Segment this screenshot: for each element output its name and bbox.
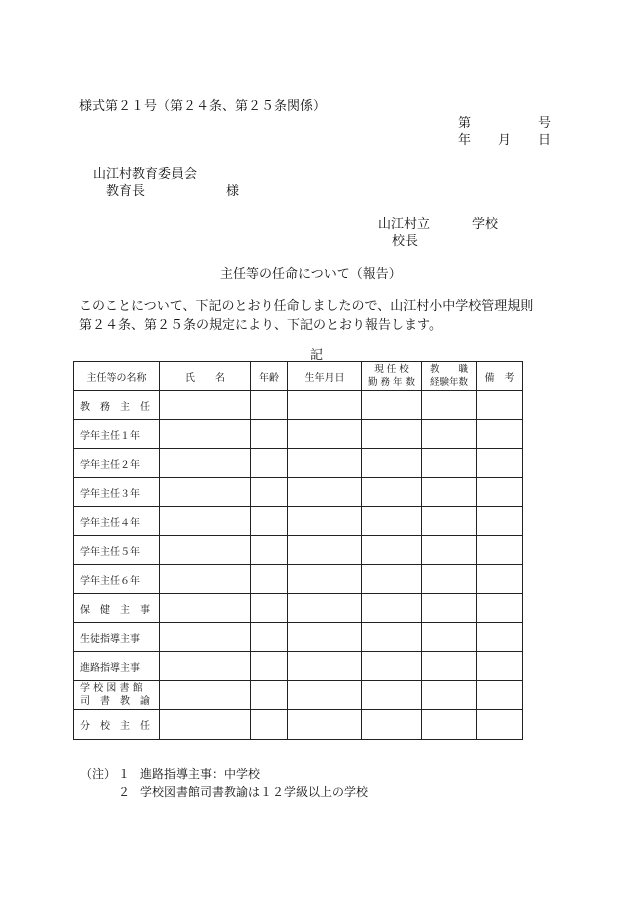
age-cell[interactable] <box>251 391 288 420</box>
role-cell: 学年主任２年 <box>74 449 160 478</box>
birthdate-cell[interactable] <box>288 391 362 420</box>
birthdate-cell[interactable] <box>288 710 362 740</box>
age-cell[interactable] <box>251 710 288 740</box>
name-cell[interactable] <box>160 391 251 420</box>
birthdate-cell[interactable] <box>288 652 362 681</box>
name-cell[interactable] <box>160 420 251 449</box>
header-tenure <box>362 362 422 391</box>
tenure-cell[interactable] <box>362 420 422 449</box>
role-cell-line1: 学 校 図 書 館 <box>80 683 143 694</box>
name-cell[interactable] <box>160 594 251 623</box>
table-row <box>74 623 523 652</box>
note-2-num: ２ <box>118 785 131 799</box>
notes-cell[interactable] <box>477 623 523 652</box>
body-line-2: 第２４条、第２５条の規定により、下記のとおり報告します。 <box>79 318 442 333</box>
appointment-table <box>73 361 523 740</box>
role-cell: 進路指導主事 <box>74 652 160 681</box>
role-cell: 教 務 主 任 <box>74 391 160 420</box>
note-label: （注） <box>80 767 117 781</box>
table-row <box>74 652 523 681</box>
age-cell[interactable] <box>251 536 288 565</box>
experience-cell[interactable] <box>422 420 477 449</box>
header-birthdate: 生年月日 <box>288 362 362 391</box>
tenure-cell[interactable] <box>362 507 422 536</box>
header-experience-line1: 教 職 <box>429 364 468 375</box>
header-name: 氏 名 <box>160 362 251 391</box>
experience-cell[interactable] <box>422 681 477 710</box>
birthdate-cell[interactable] <box>288 623 362 652</box>
sender-village: 山江村立 <box>378 217 431 232</box>
role-cell: 学年主任５年 <box>74 536 160 565</box>
notes-cell[interactable] <box>477 507 523 536</box>
experience-cell[interactable] <box>422 623 477 652</box>
addressee-superintendent: 教育長 <box>106 184 146 199</box>
experience-cell[interactable] <box>422 652 477 681</box>
table-row <box>74 536 523 565</box>
doc-number-dai: 第 <box>458 116 472 131</box>
name-cell[interactable] <box>160 536 251 565</box>
doc-number-go: 号 <box>538 116 552 131</box>
tenure-cell[interactable] <box>362 391 422 420</box>
name-cell[interactable] <box>160 623 251 652</box>
age-cell[interactable] <box>251 681 288 710</box>
note-2-text: 学校図書館司書教諭は１２学級以上の学校 <box>140 785 369 799</box>
birthdate-cell[interactable] <box>288 507 362 536</box>
doc-title: 主任等の任命について（報告） <box>220 267 402 282</box>
notes-cell[interactable] <box>477 478 523 507</box>
form-number: 様式第２１号（第２４条、第２５条関係） <box>79 99 327 114</box>
tenure-cell[interactable] <box>362 594 422 623</box>
role-cell: 学年主任１年 <box>74 420 160 449</box>
table-row <box>74 681 523 710</box>
notes-cell[interactable] <box>477 681 523 710</box>
ki-heading: 記 <box>310 348 324 363</box>
tenure-cell[interactable] <box>362 681 422 710</box>
table-header-row <box>74 362 523 391</box>
name-cell[interactable] <box>160 449 251 478</box>
role-cell: 学年主任４年 <box>74 507 160 536</box>
note-1-text: 進路指導主事：中学校 <box>140 767 261 781</box>
notes-cell[interactable] <box>477 536 523 565</box>
role-cell: 学年主任３年 <box>74 478 160 507</box>
tenure-cell[interactable] <box>362 449 422 478</box>
experience-cell[interactable] <box>422 710 477 740</box>
age-cell[interactable] <box>251 507 288 536</box>
experience-cell[interactable] <box>422 391 477 420</box>
note-1-num: １ <box>118 767 131 781</box>
header-tenure-line1: 現 任 校 <box>374 364 409 375</box>
role-cell-line2: 司 書 教 諭 <box>80 696 150 707</box>
header-role: 主任等の名称 <box>74 362 160 391</box>
birthdate-cell[interactable] <box>288 420 362 449</box>
table-row <box>74 420 523 449</box>
birthdate-cell[interactable] <box>288 449 362 478</box>
experience-cell[interactable] <box>422 594 477 623</box>
role-cell: 保 健 主 事 <box>74 594 160 623</box>
table-row <box>74 565 523 594</box>
notes-cell[interactable] <box>477 710 523 740</box>
table-row <box>74 507 523 536</box>
header-experience-line2: 経験年数 <box>429 377 468 388</box>
birthdate-cell[interactable] <box>288 478 362 507</box>
date-year: 年 <box>458 133 472 148</box>
age-cell[interactable] <box>251 449 288 478</box>
name-cell[interactable] <box>160 507 251 536</box>
experience-cell[interactable] <box>422 565 477 594</box>
notes-cell[interactable] <box>477 449 523 478</box>
age-cell[interactable] <box>251 594 288 623</box>
birthdate-cell[interactable] <box>288 681 362 710</box>
notes-cell[interactable] <box>477 391 523 420</box>
age-cell[interactable] <box>251 478 288 507</box>
name-cell[interactable] <box>160 710 251 740</box>
role-cell: 分 校 主 任 <box>74 710 160 740</box>
table-row <box>74 449 523 478</box>
table-row <box>74 710 523 740</box>
sender-school: 学校 <box>472 217 499 232</box>
experience-cell[interactable] <box>422 478 477 507</box>
header-age: 年齢 <box>251 362 288 391</box>
notes-cell[interactable] <box>477 420 523 449</box>
date-month: 月 <box>498 133 512 148</box>
tenure-cell[interactable] <box>362 565 422 594</box>
table-row <box>74 478 523 507</box>
age-cell[interactable] <box>251 565 288 594</box>
date-day: 日 <box>538 133 552 148</box>
addressee-board: 山江村教育委員会 <box>93 167 198 182</box>
age-cell[interactable] <box>251 623 288 652</box>
name-cell[interactable] <box>160 565 251 594</box>
age-cell[interactable] <box>251 420 288 449</box>
tenure-cell[interactable] <box>362 652 422 681</box>
table-row <box>74 594 523 623</box>
header-experience <box>422 362 477 391</box>
birthdate-cell[interactable] <box>288 565 362 594</box>
experience-cell[interactable] <box>422 507 477 536</box>
experience-cell[interactable] <box>422 536 477 565</box>
addressee-honorific: 様 <box>226 184 240 199</box>
experience-cell[interactable] <box>422 449 477 478</box>
tenure-cell[interactable] <box>362 710 422 740</box>
tenure-cell[interactable] <box>362 478 422 507</box>
name-cell[interactable] <box>160 681 251 710</box>
tenure-cell[interactable] <box>362 623 422 652</box>
notes-cell[interactable] <box>477 652 523 681</box>
role-cell: 学年主任６年 <box>74 565 160 594</box>
age-cell[interactable] <box>251 652 288 681</box>
notes-cell[interactable] <box>477 565 523 594</box>
role-cell: 生徒指導主事 <box>74 623 160 652</box>
header-tenure-line2: 勤 務 年 数 <box>367 377 416 388</box>
birthdate-cell[interactable] <box>288 536 362 565</box>
role-cell <box>74 681 160 710</box>
notes-cell[interactable] <box>477 594 523 623</box>
name-cell[interactable] <box>160 652 251 681</box>
sender-principal: 校長 <box>392 234 419 249</box>
header-notes: 備 考 <box>477 362 523 391</box>
birthdate-cell[interactable] <box>288 594 362 623</box>
table-row <box>74 391 523 420</box>
tenure-cell[interactable] <box>362 536 422 565</box>
body-line-1: このことについて、下記のとおり任命しましたので、山江村小中学校管理規則 <box>79 299 534 314</box>
name-cell[interactable] <box>160 478 251 507</box>
